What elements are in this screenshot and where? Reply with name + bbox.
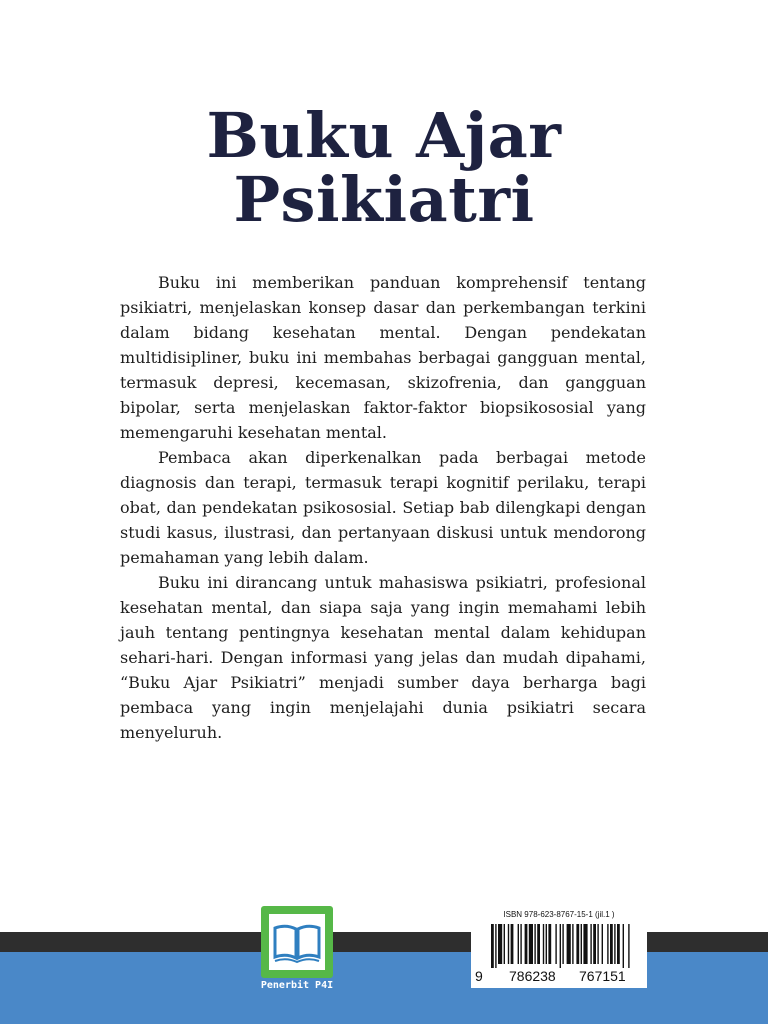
barcode-bar <box>593 924 596 964</box>
barcode-bar <box>491 924 494 968</box>
barcode-bar <box>597 924 598 964</box>
barcode-bar <box>572 924 573 964</box>
barcode-digits-left: 786238 <box>509 968 556 984</box>
title-line-1: Buku Ajar <box>206 99 562 172</box>
isbn-label: ISBN 978-623-8767-15-1 (jil.1 ) <box>503 910 615 919</box>
open-book-icon <box>269 914 325 970</box>
barcode-bars <box>477 924 641 968</box>
barcode-bar <box>583 924 587 964</box>
isbn-barcode <box>471 904 647 988</box>
barcode-bar <box>576 924 579 964</box>
synopsis-paragraph-3: Buku ini dirancang untuk mahasiswa psikiatri, profesional kesehatan mental, dan siapa saja yang ingin memahami lebih jauh tentang pentingnya kesehatan mental dalam kehidupan sehari-hari. Dengan informasi yang jelas dan mudah dipahami, “Buku Ajar Psikiatri” menjadi sumber daya berharga bagi pembaca yang ingin menjelajahi dunia psikiatri secara menyeluruh. <box>120 573 646 742</box>
footer-band-dark <box>0 932 768 952</box>
barcode-digits-right: 767151 <box>579 968 626 984</box>
barcode-bar <box>495 924 496 968</box>
barcode-bar <box>562 924 563 964</box>
barcode-bar <box>623 924 624 968</box>
barcode-bar <box>567 924 571 964</box>
barcode-bar <box>529 924 533 964</box>
barcode-bar <box>548 924 551 964</box>
publisher-name: Penerbit P4I <box>260 980 334 991</box>
synopsis-paragraph-2: Pembaca akan diperkenalkan pada berbagai metode diagnosis dan terapi, termasuk terapi kognitif perilaku, terapi obat, dan pendekatan psikososial. Setiap bab dilengkapi dengan studi kasus, ilustrasi, dan pertanyaan diskusi untuk mendorong pemahaman yang lebih dalam. <box>120 448 646 567</box>
barcode-bar <box>628 924 629 968</box>
barcode-bar <box>520 924 521 964</box>
barcode-bar <box>607 924 608 964</box>
barcode-bar <box>546 924 547 964</box>
barcode-bar <box>543 924 544 964</box>
title-line-2: Psikiatri <box>233 163 535 236</box>
barcode-bar <box>614 924 615 964</box>
barcode-bar <box>537 924 540 964</box>
barcode-bar <box>518 924 519 964</box>
logo-frame <box>261 906 333 978</box>
barcode-bar <box>498 924 502 964</box>
barcode-digit-first: 9 <box>475 968 483 984</box>
publisher-logo <box>255 906 339 1014</box>
barcode-bar <box>610 924 613 964</box>
barcode-bar <box>581 924 582 964</box>
barcode-bar <box>617 924 620 964</box>
synopsis-paragraph-1: Buku ini memberikan panduan komprehensif tentang psikiatri, menjelaskan konsep dasar dan perkembangan terkini dalam bidang kesehatan mental. Dengan pendekatan multidisipliner, buku ini membahas berbagai gangguan mental, termasuk depresi, kecemasan, skizofrenia, dan gangguan bipolar, serta menjelaskan faktor-faktor biopsikososial yang memengaruhi kesehatan mental. <box>120 273 646 442</box>
book-title <box>0 99 768 236</box>
barcode-bar <box>525 924 528 964</box>
barcode-bar <box>590 924 591 964</box>
synopsis <box>120 270 646 745</box>
barcode-bar <box>560 924 561 968</box>
barcode-bar <box>534 924 535 964</box>
footer-band-blue <box>0 952 768 1024</box>
logo-inner <box>269 914 325 970</box>
barcode-bar <box>602 924 603 964</box>
barcode-bar <box>504 924 505 964</box>
barcode-bar <box>555 924 556 964</box>
barcode-bar <box>508 924 509 964</box>
barcode-bar <box>511 924 514 964</box>
